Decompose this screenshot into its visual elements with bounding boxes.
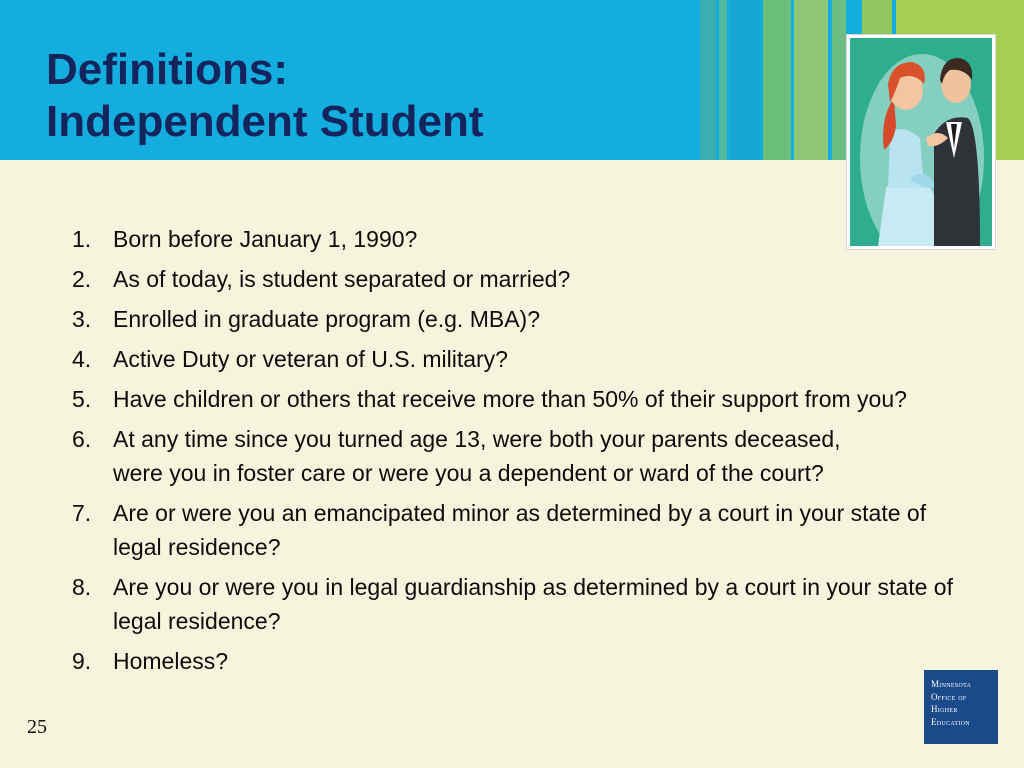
item-number: 1. — [72, 226, 92, 252]
item-text: As of today, is student separated or married? — [113, 266, 571, 292]
item-number: 8. — [72, 574, 92, 600]
item-text: Have children or others that receive more than 50% of their support from you? — [113, 386, 907, 412]
title-line-1: Definitions: — [46, 45, 288, 94]
list-item — [72, 342, 972, 376]
list-item — [72, 496, 972, 564]
item-number: 7. — [72, 500, 92, 526]
slide-title — [46, 44, 484, 148]
item-text: Are you or were you in legal guardianship as determined by a court in your state of legal residence? — [113, 574, 953, 634]
item-text: Active Duty or veteran of U.S. military? — [113, 346, 508, 372]
minnesota-ohe-logo — [924, 670, 998, 744]
item-number: 2. — [72, 266, 92, 292]
item-number: 6. — [72, 426, 92, 452]
logo-line: Minnesota — [931, 679, 972, 689]
logo-line: Education — [931, 716, 970, 727]
title-line-2: Independent Student — [46, 97, 484, 146]
item-text: Born before January 1, 1990? — [113, 226, 418, 252]
list-item — [72, 644, 972, 678]
page-number: 25 — [27, 716, 47, 738]
list-item — [72, 262, 972, 296]
header-stripe — [700, 0, 716, 160]
item-text: Homeless? — [113, 648, 229, 674]
header-stripe — [763, 0, 791, 160]
list-item — [72, 422, 893, 490]
item-number: 9. — [72, 648, 92, 674]
couple-icon — [850, 38, 992, 246]
header-stripe — [730, 0, 760, 160]
list-item — [72, 382, 972, 416]
logo-line: Higher — [931, 704, 958, 714]
list-item — [72, 570, 972, 638]
criteria-list — [72, 222, 972, 684]
header-stripe — [794, 0, 828, 160]
couple-illustration — [846, 34, 996, 250]
item-text: At any time since you turned age 13, were both your parents deceased, were you in foster care or were you a dependent or ward of the court? — [113, 426, 841, 486]
logo-line: Office of — [931, 691, 967, 702]
item-number: 3. — [72, 306, 92, 332]
item-text: Are or were you an emancipated minor as determined by a court in your state of legal residence? — [113, 500, 927, 560]
list-item — [72, 222, 972, 256]
item-number: 4. — [72, 346, 92, 372]
item-number: 5. — [72, 386, 92, 412]
list-item — [72, 302, 972, 336]
header-stripe — [832, 0, 846, 160]
header-stripe — [719, 0, 727, 160]
item-text: Enrolled in graduate program (e.g. MBA)? — [113, 306, 540, 332]
